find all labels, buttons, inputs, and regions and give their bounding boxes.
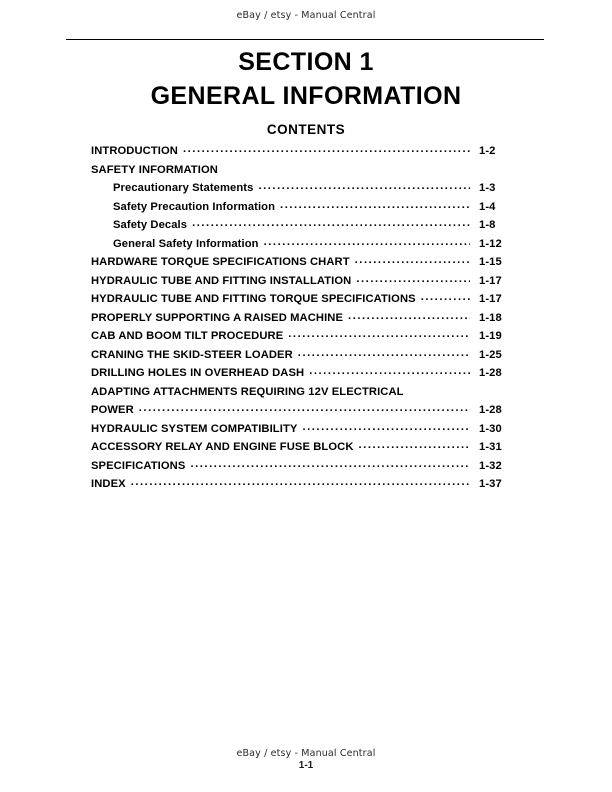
toc-entry-label: CRANING THE SKID-STEER LOADER bbox=[91, 348, 293, 361]
header-divider-rule bbox=[66, 39, 544, 40]
toc-entry-label: General Safety Information bbox=[113, 237, 259, 250]
toc-dot-leader bbox=[348, 310, 470, 321]
footer-watermark: eBay / etsy - Manual Central bbox=[236, 748, 376, 759]
toc-entry-label: Safety Decals bbox=[113, 219, 188, 231]
contents-heading: CONTENTS bbox=[266, 122, 346, 137]
toc-entry[interactable] bbox=[91, 402, 521, 421]
header-watermark: eBay / etsy - Manual Central bbox=[236, 10, 376, 21]
toc-entry-label: INDEX bbox=[91, 478, 126, 490]
toc-entry-label: INTRODUCTION bbox=[91, 145, 178, 157]
toc-entry-page-number: 1-18 bbox=[479, 311, 502, 324]
toc-dot-leader bbox=[356, 273, 470, 284]
toc-dot-leader bbox=[421, 291, 470, 302]
toc-entry-page-number: 1-28 bbox=[479, 367, 502, 379]
toc-entry-label: Safety Precaution Information bbox=[113, 200, 276, 213]
toc-entry[interactable] bbox=[91, 328, 521, 347]
toc-entry[interactable] bbox=[91, 273, 521, 292]
toc-entry-label: PROPERLY SUPPORTING A RAISED MACHINE bbox=[91, 311, 344, 324]
toc-entry[interactable] bbox=[91, 439, 521, 458]
toc-dot-leader bbox=[258, 180, 470, 191]
toc-entry-label: HARDWARE TORQUE SPECIFICATIONS CHART bbox=[91, 256, 350, 268]
toc-dot-leader bbox=[302, 421, 470, 432]
toc-entry-page-number: 1-25 bbox=[479, 348, 502, 361]
toc-entry[interactable] bbox=[91, 384, 521, 403]
toc-entry[interactable] bbox=[91, 143, 521, 162]
toc-dot-leader bbox=[139, 402, 470, 413]
toc-dot-leader bbox=[192, 217, 470, 228]
toc-entry-label: ACCESSORY RELAY AND ENGINE FUSE BLOCK bbox=[91, 441, 354, 453]
toc-entry-label: SPECIFICATIONS bbox=[91, 459, 186, 472]
toc-dot-leader bbox=[131, 476, 470, 487]
toc-entry-label: Precautionary Statements bbox=[113, 182, 254, 194]
toc-entry-page-number: 1-8 bbox=[479, 219, 496, 231]
toc-entry-label: HYDRAULIC TUBE AND FITTING TORQUE SPECIFICATIONS bbox=[91, 293, 416, 305]
toc-dot-leader bbox=[409, 384, 470, 395]
toc-entry-page-number: 1-17 bbox=[479, 274, 502, 287]
toc-entry[interactable] bbox=[91, 347, 521, 366]
toc-dot-leader bbox=[264, 236, 470, 247]
toc-entry-page-number: 1-31 bbox=[479, 441, 502, 453]
toc-entry[interactable] bbox=[91, 254, 521, 273]
page-number-folio: 1-1 bbox=[298, 760, 314, 771]
toc-entry-page-number: 1-15 bbox=[479, 256, 502, 268]
toc-entry-page-number: 1-32 bbox=[479, 459, 502, 472]
toc-entry[interactable] bbox=[91, 365, 521, 384]
toc-entry[interactable] bbox=[91, 236, 521, 255]
toc-entry[interactable] bbox=[91, 180, 521, 199]
toc-entry[interactable] bbox=[91, 476, 521, 495]
toc-entry[interactable] bbox=[91, 458, 521, 477]
toc-entry[interactable] bbox=[91, 421, 521, 440]
toc-entry-label: CAB AND BOOM TILT PROCEDURE bbox=[91, 330, 284, 342]
toc-entry-page-number: 1-28 bbox=[479, 404, 502, 416]
section-subtitle: GENERAL INFORMATION bbox=[150, 82, 462, 110]
toc-entry-page-number: 1-30 bbox=[479, 422, 502, 435]
toc-entry[interactable] bbox=[91, 291, 521, 310]
toc-entry-page-number: 1-17 bbox=[479, 293, 502, 305]
toc-entry[interactable] bbox=[91, 199, 521, 218]
toc-dot-leader bbox=[183, 143, 470, 154]
toc-dot-leader bbox=[355, 254, 470, 265]
toc-dot-leader bbox=[190, 458, 470, 469]
toc-entry-page-number: 1-19 bbox=[479, 330, 502, 342]
toc-dot-leader bbox=[280, 199, 470, 210]
toc-entry-page-number: 1-3 bbox=[479, 182, 496, 194]
toc-entry-label: HYDRAULIC SYSTEM COMPATIBILITY bbox=[91, 422, 298, 435]
toc-dot-leader bbox=[223, 162, 470, 173]
toc-entry-label: SAFETY INFORMATION bbox=[91, 163, 218, 176]
toc-entry-page-number: 1-4 bbox=[479, 200, 496, 213]
toc-entry-label: ADAPTING ATTACHMENTS REQUIRING 12V ELECTRICAL bbox=[91, 385, 404, 398]
toc-dot-leader bbox=[298, 347, 470, 358]
toc-entry[interactable] bbox=[91, 217, 521, 236]
section-title: SECTION 1 bbox=[238, 48, 374, 76]
toc-entry-page-number: 1-2 bbox=[479, 145, 496, 157]
toc-entry[interactable] bbox=[91, 310, 521, 329]
toc-entry-label: HYDRAULIC TUBE AND FITTING INSTALLATION bbox=[91, 274, 352, 287]
toc-dot-leader bbox=[309, 365, 470, 376]
toc-entry-label: DRILLING HOLES IN OVERHEAD DASH bbox=[91, 367, 305, 379]
table-of-contents bbox=[91, 143, 521, 495]
toc-entry-page-number: 1-12 bbox=[479, 237, 502, 250]
toc-entry-page-number: 1-37 bbox=[479, 478, 502, 490]
toc-dot-leader bbox=[359, 439, 470, 450]
toc-entry[interactable] bbox=[91, 162, 521, 181]
toc-dot-leader bbox=[288, 328, 470, 339]
toc-entry-label: POWER bbox=[91, 404, 134, 416]
